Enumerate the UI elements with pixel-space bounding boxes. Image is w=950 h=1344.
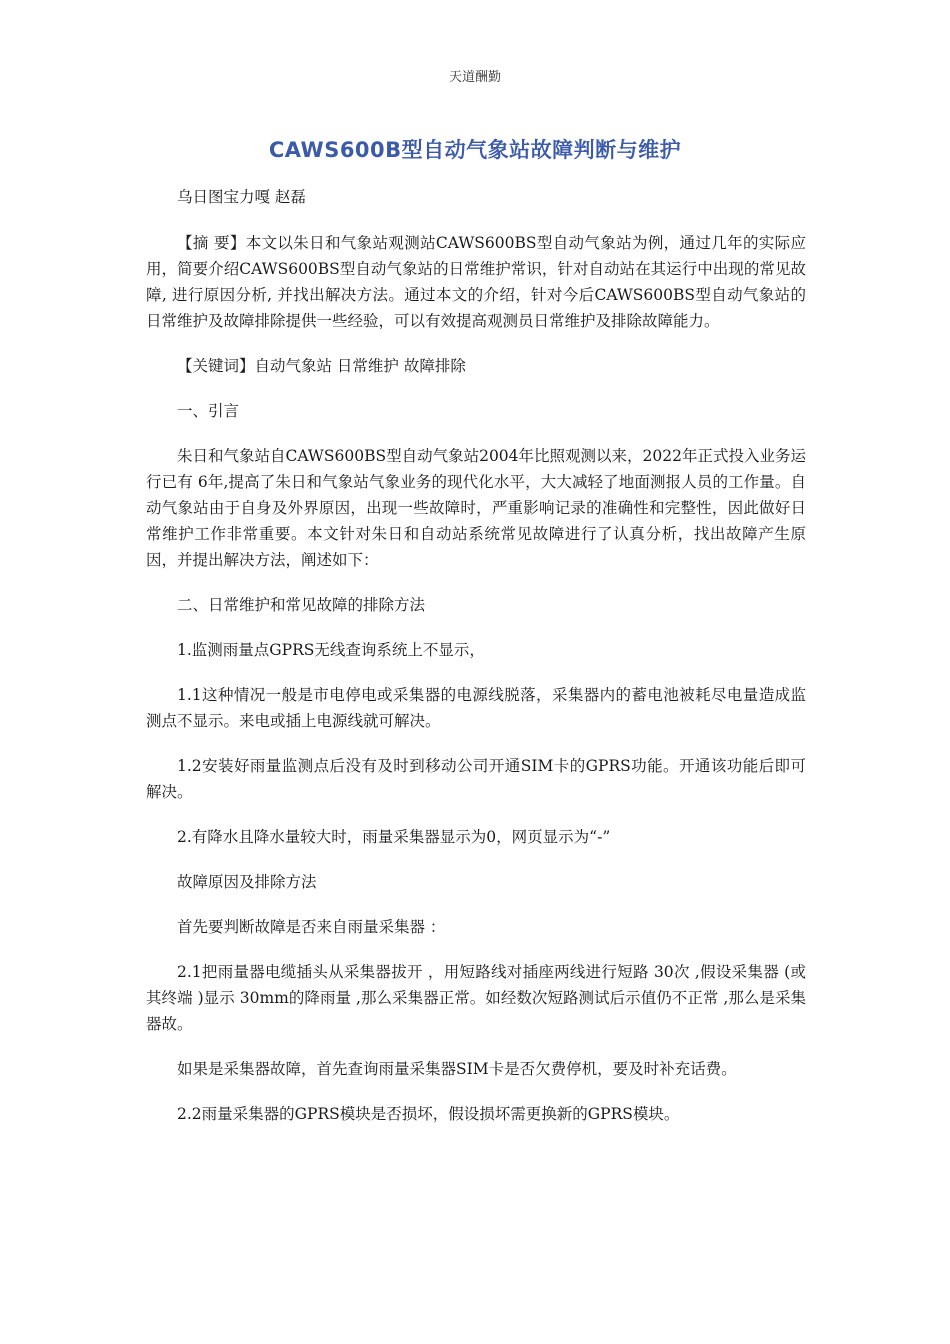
item-2-heading: 2.有降水且降水量较大时，雨量采集器显示为0，网页显示为“-” bbox=[177, 828, 611, 846]
item-1-heading: 1.监测雨量点GPRS无线查询系统上不显示， bbox=[177, 641, 485, 659]
collector-fault-paragraph: 如果是采集器故障，首先查询雨量采集器SIM卡是否欠费停机，要及时补充话费。 bbox=[177, 1060, 737, 1078]
intro-paragraph: 朱日和气象站自CAWS600BS型自动气象站2004年比照观测以来，2022年正式投入业务运行已有 6年,提高了朱日和气象站气象业务的现代化水平，大大减轻了地面测报人员的工作量。自动气象站由于自身及外界原因，出现一些故障时，严重影响记录的准确性和完整性，因此做好日常维护工作非常重要。本文针对朱日和自动站系统常见故障进行了认真分析，找出故障产生原因，并提出解决方法，阐述如下： bbox=[146, 447, 806, 569]
document-body bbox=[146, 184, 806, 1146]
author-line: 乌日图宝力嘎 赵磊 bbox=[177, 188, 306, 206]
fault-judgement-paragraph: 首先要判断故障是否来自雨量采集器 ： bbox=[177, 918, 446, 936]
page-header: 天道酬勤 bbox=[448, 70, 501, 85]
keywords-paragraph: 【关键词】自动气象站 日常维护 故障排除 bbox=[177, 357, 466, 375]
item-2-1-paragraph: 2.1把雨量器电缆插头从采集器拔开 ，用短路线对插座两线进行短路 30次 ,假设采集器 (或其终端 )显示 30mm的降雨量 ,那么采集器正常。如经数次短路测试后示值仍不正常 ,那么是采集器故。 bbox=[146, 963, 806, 1033]
document-title: CAWS600B型自动气象站故障判断与维护 bbox=[268, 138, 682, 162]
section-heading-maintenance: 二、日常维护和常见故障的排除方法 bbox=[177, 596, 426, 614]
section-heading-intro: 一、引言 bbox=[177, 402, 240, 420]
item-1-2-paragraph: 1.2安装好雨量监测点后没有及时到移动公司开通SIM卡的GPRS功能。开通该功能后即可解决。 bbox=[146, 757, 806, 801]
item-2-2-paragraph: 2.2雨量采集器的GPRS模块是否损坏，假设损坏需更换新的GPRS模块。 bbox=[177, 1105, 680, 1123]
abstract-paragraph: 【摘 要】本文以朱日和气象站观测站CAWS600BS型自动气象站为例，通过几年的实际应用，简要介绍CAWS600BS型自动气象站的日常维护常识，针对自动站在其运行中出现的常见故障, 进行原因分析, 并找出解决方法。通过本文的介绍，针对今后CAWS600BS型自动气象站的日常维护及故障排除提供一些经验，可以有效提高观测员日常维护及排除故障能力。 bbox=[146, 234, 806, 330]
item-1-1-paragraph: 1.1这种情况一般是市电停电或采集器的电源线脱落，采集器内的蓄电池被耗尽电量造成监测点不显示。来电或插上电源线就可解决。 bbox=[146, 686, 806, 730]
fault-cause-heading: 故障原因及排除方法 bbox=[177, 873, 317, 891]
